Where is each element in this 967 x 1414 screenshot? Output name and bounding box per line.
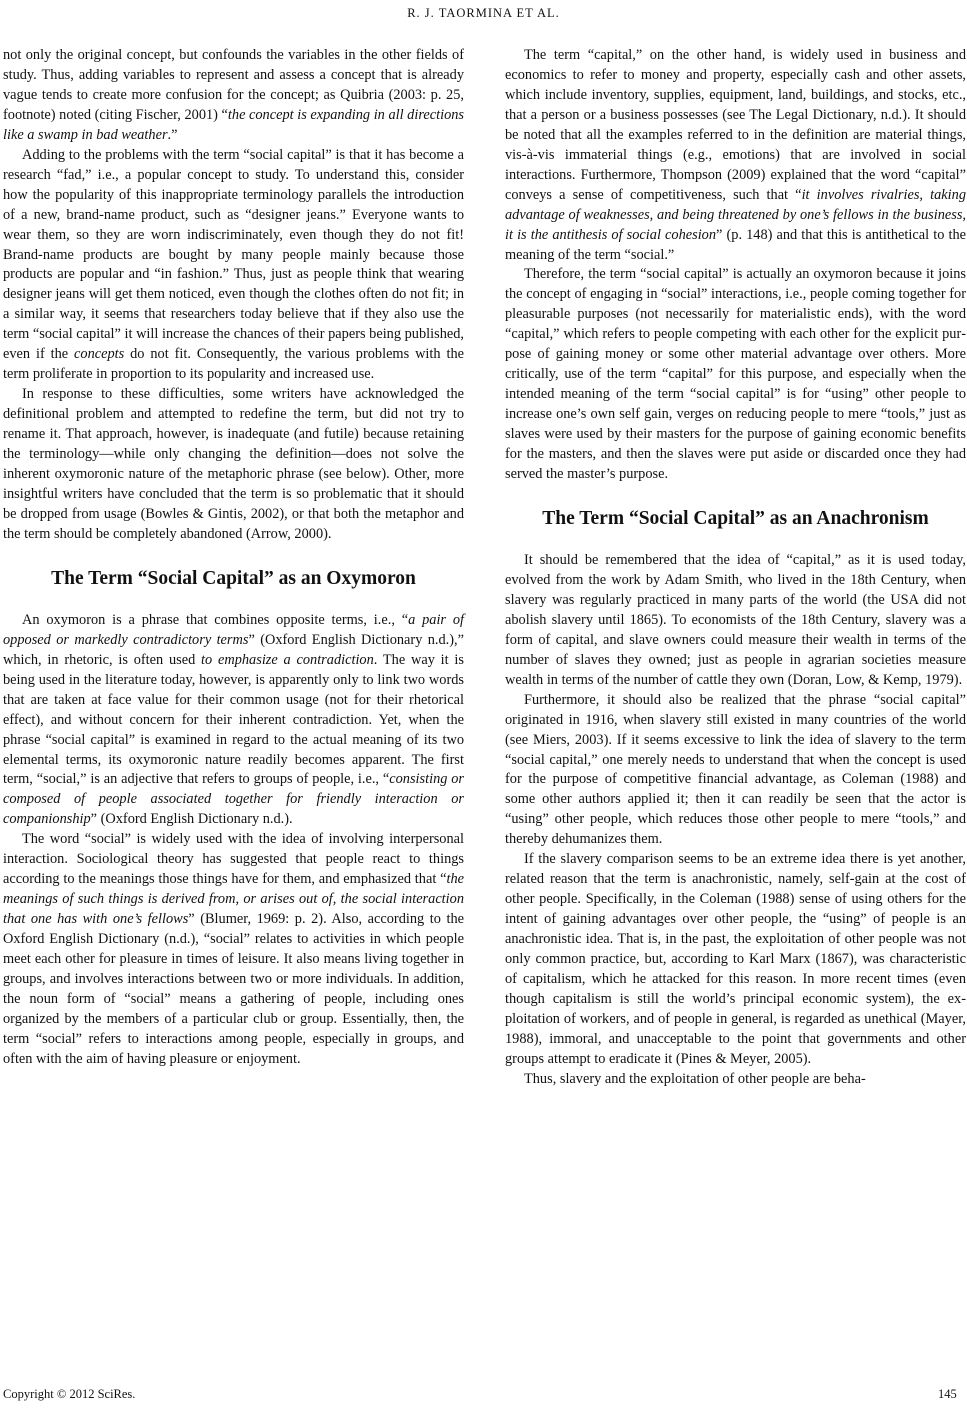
section-heading-anachronism: The Term “Social Capital” as an Anachronism bbox=[542, 507, 929, 529]
paragraph: Furthermore, it should also be realized that the phrase “social capital” originated in 1916, when slavery still existed in many countries of the world (see Miers, 2003). If it seems excessive to link the idea of slavery to the term “social capital,” one merely needs to understand that when the concept is used for the purpose of competitive financial advantage, as Coleman (1988) and some other authors applied it; then it can readily be seen that the actor is “using” other people, which reduces those other people to mere “tools,” and thereby dehumanizes them. bbox=[505, 691, 966, 848]
paragraph: It should be remembered that the idea of “capital,” as it is used today, evolved from the work by Adam Smith, who lived in the 18th Century, when slavery was regularly practiced in many parts of the world (the USA did not abolish slavery until 1865). To economists of the 18th Century, slavery was a form of capital, and slave owners could measure their wealth in terms of the number of slaves they owned; just as people in agrarian societies measure wealth in terms of the number of cattle they own (Doran, Low, & Kemp, 1979). bbox=[505, 551, 966, 688]
paragraph: Adding to the problems with the term “social capital” is that it has become a research “fad,” i.e., a popular concept to study. To understand this, consider how the popularity of this inappropriate terminology parallels the introduction of a new, brand-name product, such as “designer jeans.” Everyone wants to wear them, so they are worn indiscriminately, even though they do not fit! Brand-name products are bought by many people mainly because those products are popular and “in fashion.” Thus, just as people think that wearing designer jeans will get them noticed, even though the clothes often do not fit; in a similar way, it seems that researchers today believe that if they also use the term “social capital” it will increase the chances of their papers being published, even if the concepts do not fit. Consequently, the various problems with the term proliferate in proportion to its popularity and increased use. bbox=[3, 146, 464, 383]
right-column bbox=[505, 46, 966, 1090]
paragraph: The word “social” is widely used with the idea of involving interpersonal interaction. Sociological theory has suggested that people react to things according to the meanings those things have for them, and emphasized that “the meanings of such things is derived from, or arises out of, the social interaction that one has with one’s fellows” (Blumer, 1969: p. 2). Also, according to the Oxford English Dictionary (n.d.), “social” relates to activities in which people meet each other for pleasure in times of leisure. It also means living together in groups, and involves interactions between two or more individuals. In addition, the noun form of “social” means a gathering of people, including ones organized by the members of a particular club or group. Essentially, then, the term “social” refers to interactions among people, especially in groups, and often with the aim of having pleasure or enjoyment. bbox=[3, 831, 464, 1067]
paragraph: not only the original concept, but confounds the variables in the other fields of study. Thus, adding variables to represent and assess a concept that is already vague tends to create more confusion for the concept; as Quibria (2003: p. 25, footnote) noted (citing Fischer, 2001) “the concept is expanding in all directions like a swamp in bad weather.” bbox=[3, 47, 465, 143]
paragraph: In response to these difficulties, some writers have acknowledged the definitional problem and attempted to redefine the term, but did not try to rename it. That approach, however, is inadequate (and futile) because retaining the terminology—while only changing the definition—does not solve the inherent oxymoronic nature of the metaphoric phrase (see below). Other, more insightful writers have concluded that the term is so problematic that it should be dropped from usage (Bowles & Gintis, 2002), or that both the metaphor and the term should be completely abandoned (Arrow, 2000). bbox=[3, 386, 464, 542]
running-head: R. J. TAORMINA ET AL. bbox=[407, 6, 560, 20]
left-column bbox=[3, 46, 464, 1070]
paragraph: The term “capital,” on the other hand, is widely used in business and economics to refer to money and property, especially cash and other assets, which include inventory, supplies, equipment, land, buildings, and stocks, etc., that a person or a business possesses (see The Legal Dictionary, n.d.). It should be noted that all the examples referred to in the definition are material things, vis-à-vis immaterial things (e.g., emotions) that are involved in social interactions. Furthermore, Thompson (2009) explained that the word “capital” conveys a sense of competitiveness, such that “it involves rivalries, taking advantage of weaknesses, and being threatened by one’s fellows in the business, it is the antithesis of social cohesion” (p. 148) and that this is antithetical to the meaning of the term “social.” bbox=[505, 47, 966, 263]
page-number: 145 bbox=[938, 1387, 957, 1401]
copyright-notice: Copyright © 2012 SciRes. bbox=[3, 1387, 136, 1401]
paragraph: Therefore, the term “social capital” is actually an oxymoron because it joins the concept of engaging in “social” interactions, i.e., people coming together for pleasurable purposes (not necessarily for materialistic ends), with the word “capital,” which refers to people competing with each other for the explicit purpose of gaining money or some other material advantage over others. More critically, use of the term “capital” for this purpose, and especially when the intended meaning of the term “social capital” is for “using” other people to increase one’s own self gain, verges on reducing people to mere “tools,” just as slaves were used by their masters for the purpose of gaining economic benefits for the masters, and then the slaves were put aside or discarded once they had served the master’s purpose. bbox=[505, 266, 966, 483]
paragraph: If the slavery comparison seems to be an extreme idea there is yet another, related reason that the term is anachronistic, namely, self-gain at the cost of other people. Specifically, in the Coleman (1988) sense of using others for the intent of gaining advantages over other people, the “using” of people is an anachronistic idea. That is, in the past, the exploitation of other people was not only common practice, but, according to Karl Marx (1867), was characteristic of capitalism, which he attacked for this reason. In more recent times (even though capitalism is still the world’s principal economic system), the exploitation of workers, and of people in general, is regarded as unethical (Mayer, 1988), immoral, and unacceptable to the point that governments and other groups attempt to eradicate it (Pines & Meyer, 2005). bbox=[505, 851, 966, 1067]
paragraph: An oxymoron is a phrase that combines opposite terms, i.e., “a pair of opposed or markedly contradictory terms” (Oxford English Dictionary n.d.),” which, in rhetoric, is often used to emphasize a contradiction. The way it is being used in the literature today, however, is apparently only to link two words that are taken at face value for their common usage (not for their rhetorical effect), and without concern for their inherent contradiction. Yet, when the phrase “social capital” is examined in regard to the actual meaning of its two elemental terms, its oxymoronic nature readily becomes apparent. The first term, “social,” is an adjective that refers to groups of people, i.e., “consisting or composed of people associated together for friendly interaction or companionship” (Oxford English Dictionary n.d.). bbox=[3, 611, 465, 828]
section-heading-oxymoron: The Term “Social Capital” as an Oxymoron bbox=[51, 567, 416, 589]
paragraph: Thus, slavery and the exploitation of other people are beha- bbox=[524, 1070, 866, 1087]
